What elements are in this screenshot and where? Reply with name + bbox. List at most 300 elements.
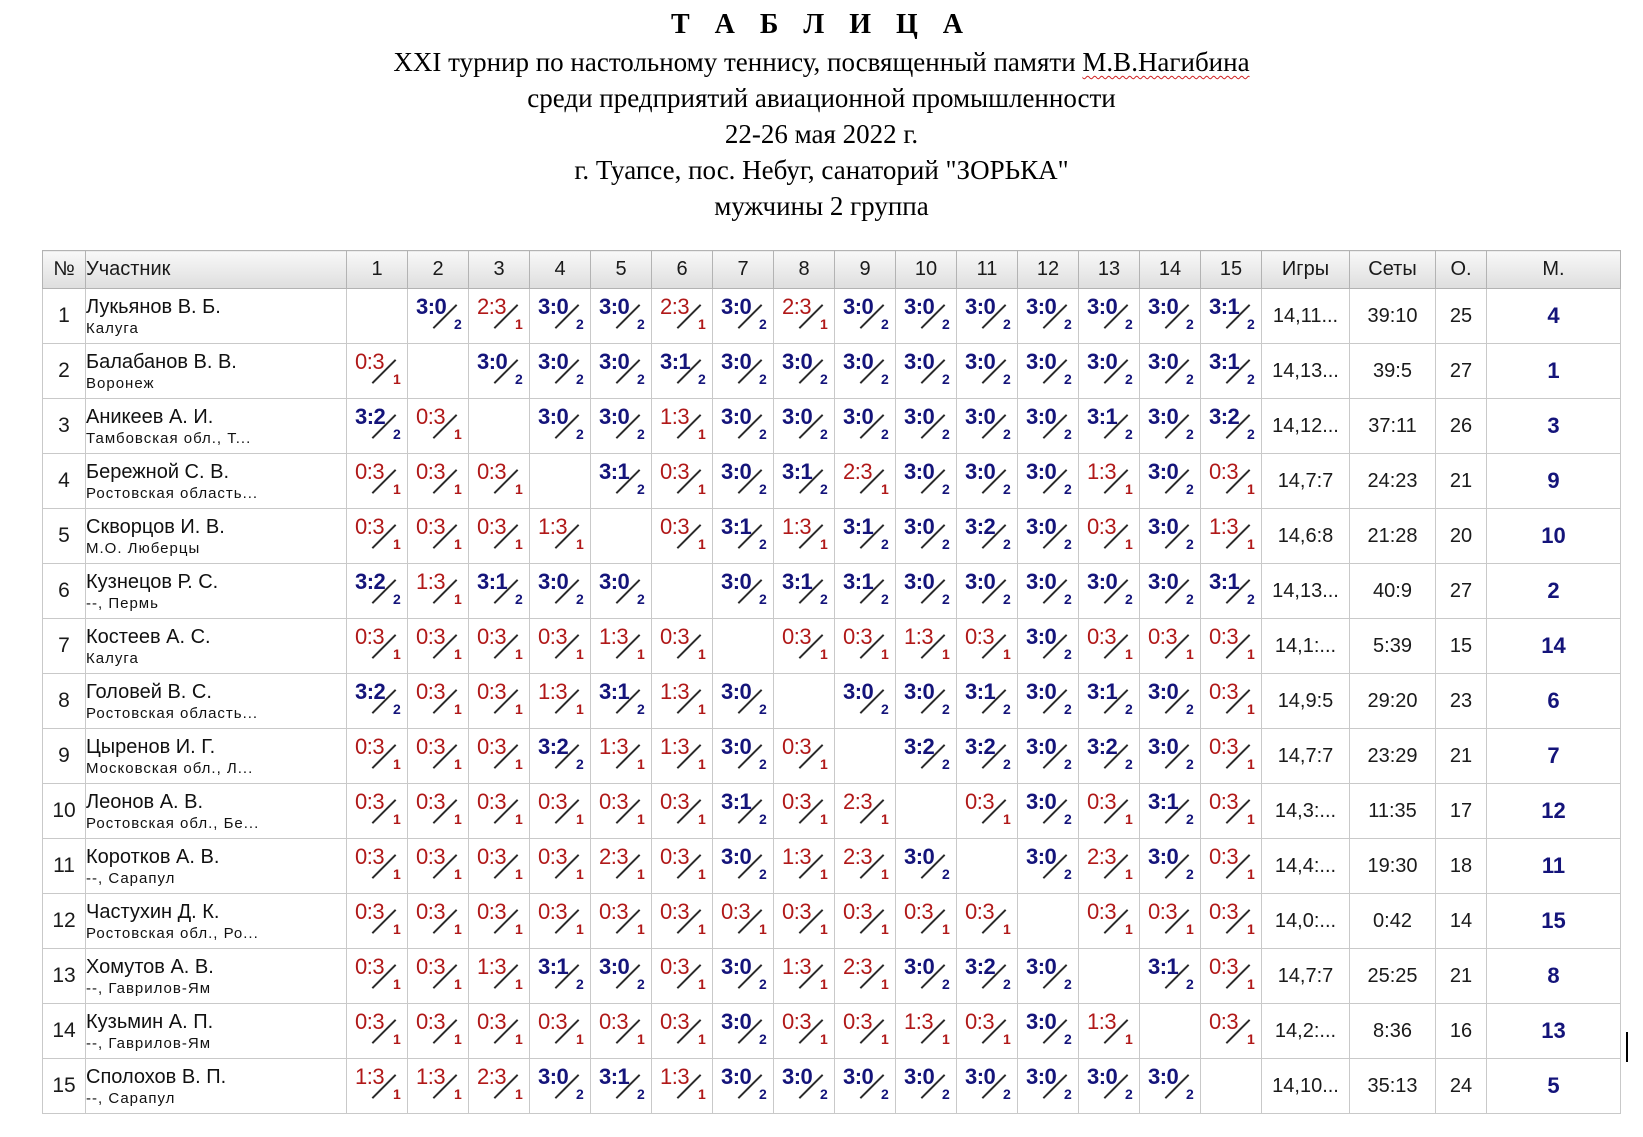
match-result-cell[interactable]	[469, 839, 530, 894]
match-result-cell[interactable]	[896, 564, 957, 619]
match-result-cell[interactable]	[408, 949, 469, 1004]
match-result-cell[interactable]	[347, 729, 408, 784]
match-result-cell[interactable]	[1079, 619, 1140, 674]
match-result-cell[interactable]	[591, 454, 652, 509]
match-result-cell[interactable]	[469, 289, 530, 344]
match-result-cell[interactable]	[469, 454, 530, 509]
match-score: 1:3	[1087, 1009, 1117, 1034]
match-points: 1	[1003, 811, 1011, 827]
match-score: 0:3	[416, 404, 446, 429]
match-result-cell[interactable]	[1018, 564, 1079, 619]
match-result-cell[interactable]	[652, 949, 713, 1004]
match-result-cell[interactable]	[530, 344, 591, 399]
match-points: 2	[393, 591, 401, 607]
match-result-cell[interactable]	[835, 1004, 896, 1059]
match-points: 1	[698, 1086, 706, 1102]
match-score: 3:1	[965, 679, 996, 704]
match-result-cell[interactable]	[591, 839, 652, 894]
player-cell[interactable]	[86, 509, 347, 564]
match-result-cell[interactable]	[469, 729, 530, 784]
match-score: 3:0	[538, 1064, 569, 1089]
player-cell[interactable]	[86, 949, 347, 1004]
match-result-cell[interactable]	[896, 399, 957, 454]
match-result-cell[interactable]	[835, 399, 896, 454]
match-result-cell[interactable]	[1018, 729, 1079, 784]
match-score: 0:3	[660, 514, 690, 539]
match-result-cell[interactable]	[408, 509, 469, 564]
match-result-cell[interactable]	[1018, 454, 1079, 509]
match-result-cell[interactable]	[652, 839, 713, 894]
header-opponent-5[interactable]: 5	[591, 251, 652, 289]
match-points: 2	[698, 371, 706, 387]
match-result-cell[interactable]	[591, 399, 652, 454]
match-result-cell[interactable]	[957, 784, 1018, 839]
match-points: 1	[637, 756, 645, 772]
sets-total: 24:23	[1350, 454, 1436, 509]
match-result-cell[interactable]	[896, 674, 957, 729]
match-result-cell[interactable]	[774, 619, 835, 674]
points-total: 14	[1436, 894, 1487, 949]
player-cell[interactable]	[86, 619, 347, 674]
match-result-cell[interactable]	[652, 509, 713, 564]
match-result-cell[interactable]	[591, 949, 652, 1004]
match-result-cell[interactable]	[530, 1059, 591, 1114]
match-points: 2	[1064, 811, 1072, 827]
match-result-cell[interactable]	[957, 344, 1018, 399]
match-result-cell[interactable]	[1201, 784, 1262, 839]
match-result-cell[interactable]	[469, 1004, 530, 1059]
match-result-cell[interactable]	[591, 894, 652, 949]
match-result-cell[interactable]	[1079, 564, 1140, 619]
match-result-cell[interactable]	[408, 399, 469, 454]
match-result-cell[interactable]	[652, 1059, 713, 1114]
match-result-cell[interactable]	[1079, 509, 1140, 564]
header-sets[interactable]: Сеты	[1350, 251, 1436, 289]
match-result-cell[interactable]	[835, 344, 896, 399]
match-result-cell[interactable]	[1201, 289, 1262, 344]
match-result-cell[interactable]	[957, 894, 1018, 949]
games-total: 14,3:...	[1262, 784, 1350, 839]
match-points: 2	[881, 701, 889, 717]
player-cell[interactable]	[86, 1004, 347, 1059]
match-result-cell[interactable]	[835, 949, 896, 1004]
match-result-cell[interactable]	[1079, 1004, 1140, 1059]
match-result-cell[interactable]	[1201, 399, 1262, 454]
points-total: 21	[1436, 454, 1487, 509]
header-opponent-1[interactable]: 1	[347, 251, 408, 289]
match-result-cell[interactable]	[530, 729, 591, 784]
match-result-cell[interactable]	[469, 674, 530, 729]
match-points: 2	[942, 536, 950, 552]
match-result-cell[interactable]	[1140, 839, 1201, 894]
match-result-cell[interactable]	[1201, 1004, 1262, 1059]
match-result-cell[interactable]	[469, 784, 530, 839]
match-result-cell[interactable]	[835, 674, 896, 729]
match-result-cell[interactable]	[530, 1004, 591, 1059]
match-result-cell[interactable]	[1201, 454, 1262, 509]
match-result-cell[interactable]	[1079, 399, 1140, 454]
match-result-cell[interactable]	[896, 1004, 957, 1059]
match-score: 0:3	[1209, 789, 1239, 814]
match-score: 0:3	[660, 1009, 690, 1034]
match-result-cell[interactable]	[713, 894, 774, 949]
match-result-cell[interactable]	[957, 674, 1018, 729]
player-cell[interactable]	[86, 894, 347, 949]
match-result-cell[interactable]	[1079, 1059, 1140, 1114]
match-result-cell[interactable]	[652, 399, 713, 454]
header-opponent-13[interactable]: 13	[1079, 251, 1140, 289]
match-result-cell[interactable]	[1140, 674, 1201, 729]
match-score: 0:3	[1209, 954, 1239, 979]
match-result-cell[interactable]	[896, 839, 957, 894]
match-result-cell[interactable]	[530, 619, 591, 674]
match-result-cell[interactable]	[896, 949, 957, 1004]
header-opponent-9[interactable]: 9	[835, 251, 896, 289]
match-result-cell[interactable]	[896, 289, 957, 344]
match-result-cell[interactable]	[591, 619, 652, 674]
match-result-cell[interactable]	[713, 454, 774, 509]
match-result-cell[interactable]	[774, 399, 835, 454]
match-result-cell[interactable]	[835, 454, 896, 509]
match-result-cell[interactable]	[530, 784, 591, 839]
match-result-cell[interactable]	[774, 949, 835, 1004]
match-points: 2	[942, 591, 950, 607]
match-result-cell[interactable]	[652, 894, 713, 949]
match-points: 1	[698, 646, 706, 662]
match-result-cell[interactable]	[1079, 894, 1140, 949]
match-result-cell[interactable]	[347, 674, 408, 729]
match-result-cell[interactable]	[530, 674, 591, 729]
match-result-cell[interactable]	[1079, 729, 1140, 784]
match-result-cell[interactable]	[1140, 1059, 1201, 1114]
match-result-cell[interactable]	[652, 289, 713, 344]
match-result-cell[interactable]	[408, 454, 469, 509]
match-score: 3:0	[904, 1064, 935, 1089]
match-result-cell[interactable]	[652, 344, 713, 399]
match-result-cell[interactable]	[713, 509, 774, 564]
header-opponent-15[interactable]: 15	[1201, 251, 1262, 289]
match-result-cell[interactable]	[774, 1004, 835, 1059]
match-result-cell[interactable]	[1018, 949, 1079, 1004]
match-result-cell[interactable]	[774, 784, 835, 839]
match-result-cell[interactable]	[591, 1059, 652, 1114]
match-result-cell[interactable]	[1201, 729, 1262, 784]
match-result-cell[interactable]	[652, 619, 713, 674]
header-number[interactable]: №	[43, 251, 86, 289]
header-opponent-7[interactable]: 7	[713, 251, 774, 289]
match-points: 2	[1064, 371, 1072, 387]
match-points: 2	[576, 426, 584, 442]
match-result-cell[interactable]	[1018, 1059, 1079, 1114]
match-result-cell[interactable]	[530, 839, 591, 894]
match-result-cell[interactable]	[957, 509, 1018, 564]
match-result-cell[interactable]	[835, 839, 896, 894]
match-result-cell[interactable]	[469, 344, 530, 399]
match-result-cell[interactable]	[408, 729, 469, 784]
match-result-cell[interactable]	[347, 564, 408, 619]
match-points: 1	[820, 536, 828, 552]
match-result-cell[interactable]	[591, 729, 652, 784]
match-score: 0:3	[782, 734, 812, 759]
match-result-cell[interactable]	[347, 509, 408, 564]
match-result-cell[interactable]	[774, 729, 835, 784]
player-cell[interactable]	[86, 399, 347, 454]
header-opponent-10[interactable]: 10	[896, 251, 957, 289]
row-number: 3	[43, 399, 86, 454]
match-result-cell[interactable]	[1201, 839, 1262, 894]
match-result-cell[interactable]	[1079, 289, 1140, 344]
match-result-cell[interactable]	[408, 784, 469, 839]
match-result-cell[interactable]	[408, 839, 469, 894]
player-cell[interactable]	[86, 839, 347, 894]
match-result-cell[interactable]	[469, 894, 530, 949]
match-result-cell[interactable]	[713, 949, 774, 1004]
match-result-cell[interactable]	[1201, 509, 1262, 564]
player-cell[interactable]	[86, 564, 347, 619]
match-score: 0:3	[538, 624, 568, 649]
match-result-cell[interactable]	[1201, 949, 1262, 1004]
match-result-cell[interactable]	[774, 564, 835, 619]
match-result-cell[interactable]	[652, 729, 713, 784]
header-opponent-12[interactable]: 12	[1018, 251, 1079, 289]
match-result-cell[interactable]	[774, 344, 835, 399]
match-result-cell[interactable]	[1079, 674, 1140, 729]
match-result-cell[interactable]	[835, 619, 896, 674]
match-result-cell[interactable]	[835, 784, 896, 839]
player-name: Балабанов В. В.	[86, 351, 237, 373]
match-result-cell[interactable]	[1140, 289, 1201, 344]
match-result-cell[interactable]	[652, 454, 713, 509]
match-result-cell[interactable]	[1079, 344, 1140, 399]
match-score: 3:1	[599, 459, 630, 484]
match-result-cell[interactable]	[408, 1004, 469, 1059]
match-points: 1	[1186, 646, 1194, 662]
player-cell[interactable]	[86, 289, 347, 344]
match-result-cell[interactable]	[408, 674, 469, 729]
match-result-cell[interactable]	[1018, 289, 1079, 344]
match-points: 1	[881, 866, 889, 882]
match-result-cell[interactable]	[835, 509, 896, 564]
match-score: 3:2	[965, 734, 996, 759]
match-result-cell[interactable]	[469, 949, 530, 1004]
match-result-cell[interactable]	[347, 894, 408, 949]
diagonal-cell	[591, 509, 652, 564]
match-result-cell[interactable]	[408, 564, 469, 619]
match-result-cell[interactable]	[774, 454, 835, 509]
match-result-cell[interactable]	[469, 619, 530, 674]
match-result-cell[interactable]	[652, 674, 713, 729]
player-cell[interactable]	[86, 729, 347, 784]
match-result-cell[interactable]	[1140, 729, 1201, 784]
match-result-cell[interactable]	[1140, 564, 1201, 619]
match-result-cell[interactable]	[347, 454, 408, 509]
match-result-cell[interactable]	[1140, 454, 1201, 509]
table-row	[43, 344, 1621, 399]
match-result-cell[interactable]	[1079, 454, 1140, 509]
match-result-cell[interactable]	[1018, 619, 1079, 674]
match-result-cell[interactable]	[591, 1004, 652, 1059]
match-result-cell[interactable]	[1018, 784, 1079, 839]
match-result-cell[interactable]	[469, 509, 530, 564]
match-result-cell[interactable]	[408, 1059, 469, 1114]
match-result-cell[interactable]	[347, 619, 408, 674]
match-result-cell[interactable]	[1140, 949, 1201, 1004]
match-result-cell[interactable]	[896, 894, 957, 949]
match-result-cell[interactable]	[469, 564, 530, 619]
match-score: 0:3	[416, 734, 446, 759]
match-result-cell[interactable]	[347, 784, 408, 839]
match-points: 1	[637, 811, 645, 827]
header-opponent-4[interactable]: 4	[530, 251, 591, 289]
match-result-cell[interactable]	[591, 674, 652, 729]
match-score: 3:0	[1148, 514, 1179, 539]
match-result-cell[interactable]	[591, 784, 652, 839]
match-result-cell[interactable]	[713, 674, 774, 729]
match-result-cell[interactable]	[1201, 674, 1262, 729]
match-result-cell[interactable]	[1018, 674, 1079, 729]
table-row	[43, 894, 1621, 949]
match-result-cell[interactable]	[591, 564, 652, 619]
match-result-cell[interactable]	[408, 619, 469, 674]
match-result-cell[interactable]	[347, 1059, 408, 1114]
match-points: 2	[515, 591, 523, 607]
match-result-cell[interactable]	[1018, 839, 1079, 894]
match-result-cell[interactable]	[1140, 784, 1201, 839]
match-result-cell[interactable]	[957, 564, 1018, 619]
match-result-cell[interactable]	[1201, 564, 1262, 619]
match-score: 0:3	[355, 954, 385, 979]
match-result-cell[interactable]	[1018, 344, 1079, 399]
header-player[interactable]: Участник	[86, 251, 347, 289]
match-result-cell[interactable]	[835, 1059, 896, 1114]
match-result-cell[interactable]	[347, 344, 408, 399]
header-place[interactable]: М.	[1487, 251, 1621, 289]
match-result-cell[interactable]	[1140, 894, 1201, 949]
match-result-cell[interactable]	[347, 1004, 408, 1059]
match-result-cell[interactable]	[530, 894, 591, 949]
match-result-cell[interactable]	[1079, 784, 1140, 839]
match-result-cell[interactable]	[530, 509, 591, 564]
match-result-cell[interactable]	[713, 344, 774, 399]
match-result-cell[interactable]	[957, 1004, 1018, 1059]
match-result-cell[interactable]	[713, 839, 774, 894]
player-cell[interactable]	[86, 344, 347, 399]
header-opponent-11[interactable]: 11	[957, 251, 1018, 289]
match-result-cell[interactable]	[347, 399, 408, 454]
match-result-cell[interactable]	[530, 564, 591, 619]
player-city: Московская обл., Л...	[86, 760, 254, 777]
match-result-cell[interactable]	[835, 894, 896, 949]
match-points: 1	[1247, 646, 1255, 662]
match-result-cell[interactable]	[591, 289, 652, 344]
match-result-cell[interactable]	[1201, 894, 1262, 949]
match-result-cell[interactable]	[774, 1059, 835, 1114]
match-result-cell[interactable]	[957, 289, 1018, 344]
match-score: 3:0	[904, 404, 935, 429]
match-result-cell[interactable]	[1018, 1004, 1079, 1059]
match-score: 3:1	[538, 954, 569, 979]
match-result-cell[interactable]	[774, 894, 835, 949]
match-result-cell[interactable]	[469, 1059, 530, 1114]
match-result-cell[interactable]	[896, 729, 957, 784]
header-opponent-2[interactable]: 2	[408, 251, 469, 289]
match-result-cell[interactable]	[957, 949, 1018, 1004]
header-opponent-6[interactable]: 6	[652, 251, 713, 289]
match-points: 1	[515, 1031, 523, 1047]
match-points: 2	[942, 756, 950, 772]
header-games[interactable]: Игры	[1262, 251, 1350, 289]
match-result-cell[interactable]	[1201, 619, 1262, 674]
match-result-cell[interactable]	[1140, 344, 1201, 399]
match-result-cell[interactable]	[835, 564, 896, 619]
match-result-cell[interactable]	[530, 949, 591, 1004]
match-result-cell[interactable]	[530, 289, 591, 344]
match-result-cell[interactable]	[1140, 399, 1201, 454]
match-result-cell[interactable]	[1079, 839, 1140, 894]
match-result-cell[interactable]	[713, 729, 774, 784]
match-result-cell[interactable]	[1018, 509, 1079, 564]
match-result-cell[interactable]	[713, 784, 774, 839]
match-points: 1	[1003, 1031, 1011, 1047]
match-points: 2	[1003, 481, 1011, 497]
player-cell[interactable]	[86, 454, 347, 509]
match-result-cell[interactable]	[408, 289, 469, 344]
match-result-cell[interactable]	[957, 399, 1018, 454]
match-result-cell[interactable]	[652, 784, 713, 839]
match-result-cell[interactable]	[896, 1059, 957, 1114]
match-result-cell[interactable]	[713, 289, 774, 344]
match-result-cell[interactable]	[652, 1004, 713, 1059]
match-result-cell[interactable]	[347, 949, 408, 1004]
match-result-cell[interactable]	[1018, 399, 1079, 454]
match-result-cell[interactable]	[896, 619, 957, 674]
match-points: 2	[820, 371, 828, 387]
match-points: 1	[820, 921, 828, 937]
header-points[interactable]: О.	[1436, 251, 1487, 289]
match-result-cell[interactable]	[957, 1059, 1018, 1114]
player-city: Ростовская обл., Ро...	[86, 925, 259, 942]
match-result-cell[interactable]	[347, 839, 408, 894]
player-cell[interactable]	[86, 784, 347, 839]
match-result-cell[interactable]	[774, 839, 835, 894]
match-result-cell[interactable]	[896, 454, 957, 509]
header-opponent-8[interactable]: 8	[774, 251, 835, 289]
player-cell[interactable]	[86, 1059, 347, 1114]
match-result-cell[interactable]	[713, 1059, 774, 1114]
match-result-cell[interactable]	[408, 894, 469, 949]
match-result-cell[interactable]	[896, 509, 957, 564]
match-result-cell[interactable]	[774, 289, 835, 344]
match-result-cell[interactable]	[957, 619, 1018, 674]
match-result-cell[interactable]	[774, 509, 835, 564]
match-result-cell[interactable]	[591, 344, 652, 399]
match-result-cell[interactable]	[713, 1004, 774, 1059]
match-result-cell[interactable]	[1201, 344, 1262, 399]
player-cell[interactable]	[86, 674, 347, 729]
match-result-cell[interactable]	[530, 399, 591, 454]
match-result-cell[interactable]	[957, 729, 1018, 784]
match-result-cell[interactable]	[835, 289, 896, 344]
header-opponent-14[interactable]: 14	[1140, 251, 1201, 289]
match-result-cell[interactable]	[896, 344, 957, 399]
match-result-cell[interactable]	[713, 564, 774, 619]
sets-total: 5:39	[1350, 619, 1436, 674]
header-opponent-3[interactable]: 3	[469, 251, 530, 289]
match-result-cell[interactable]	[1140, 509, 1201, 564]
match-result-cell[interactable]	[1140, 619, 1201, 674]
match-result-cell[interactable]	[713, 399, 774, 454]
match-result-cell[interactable]	[957, 454, 1018, 509]
